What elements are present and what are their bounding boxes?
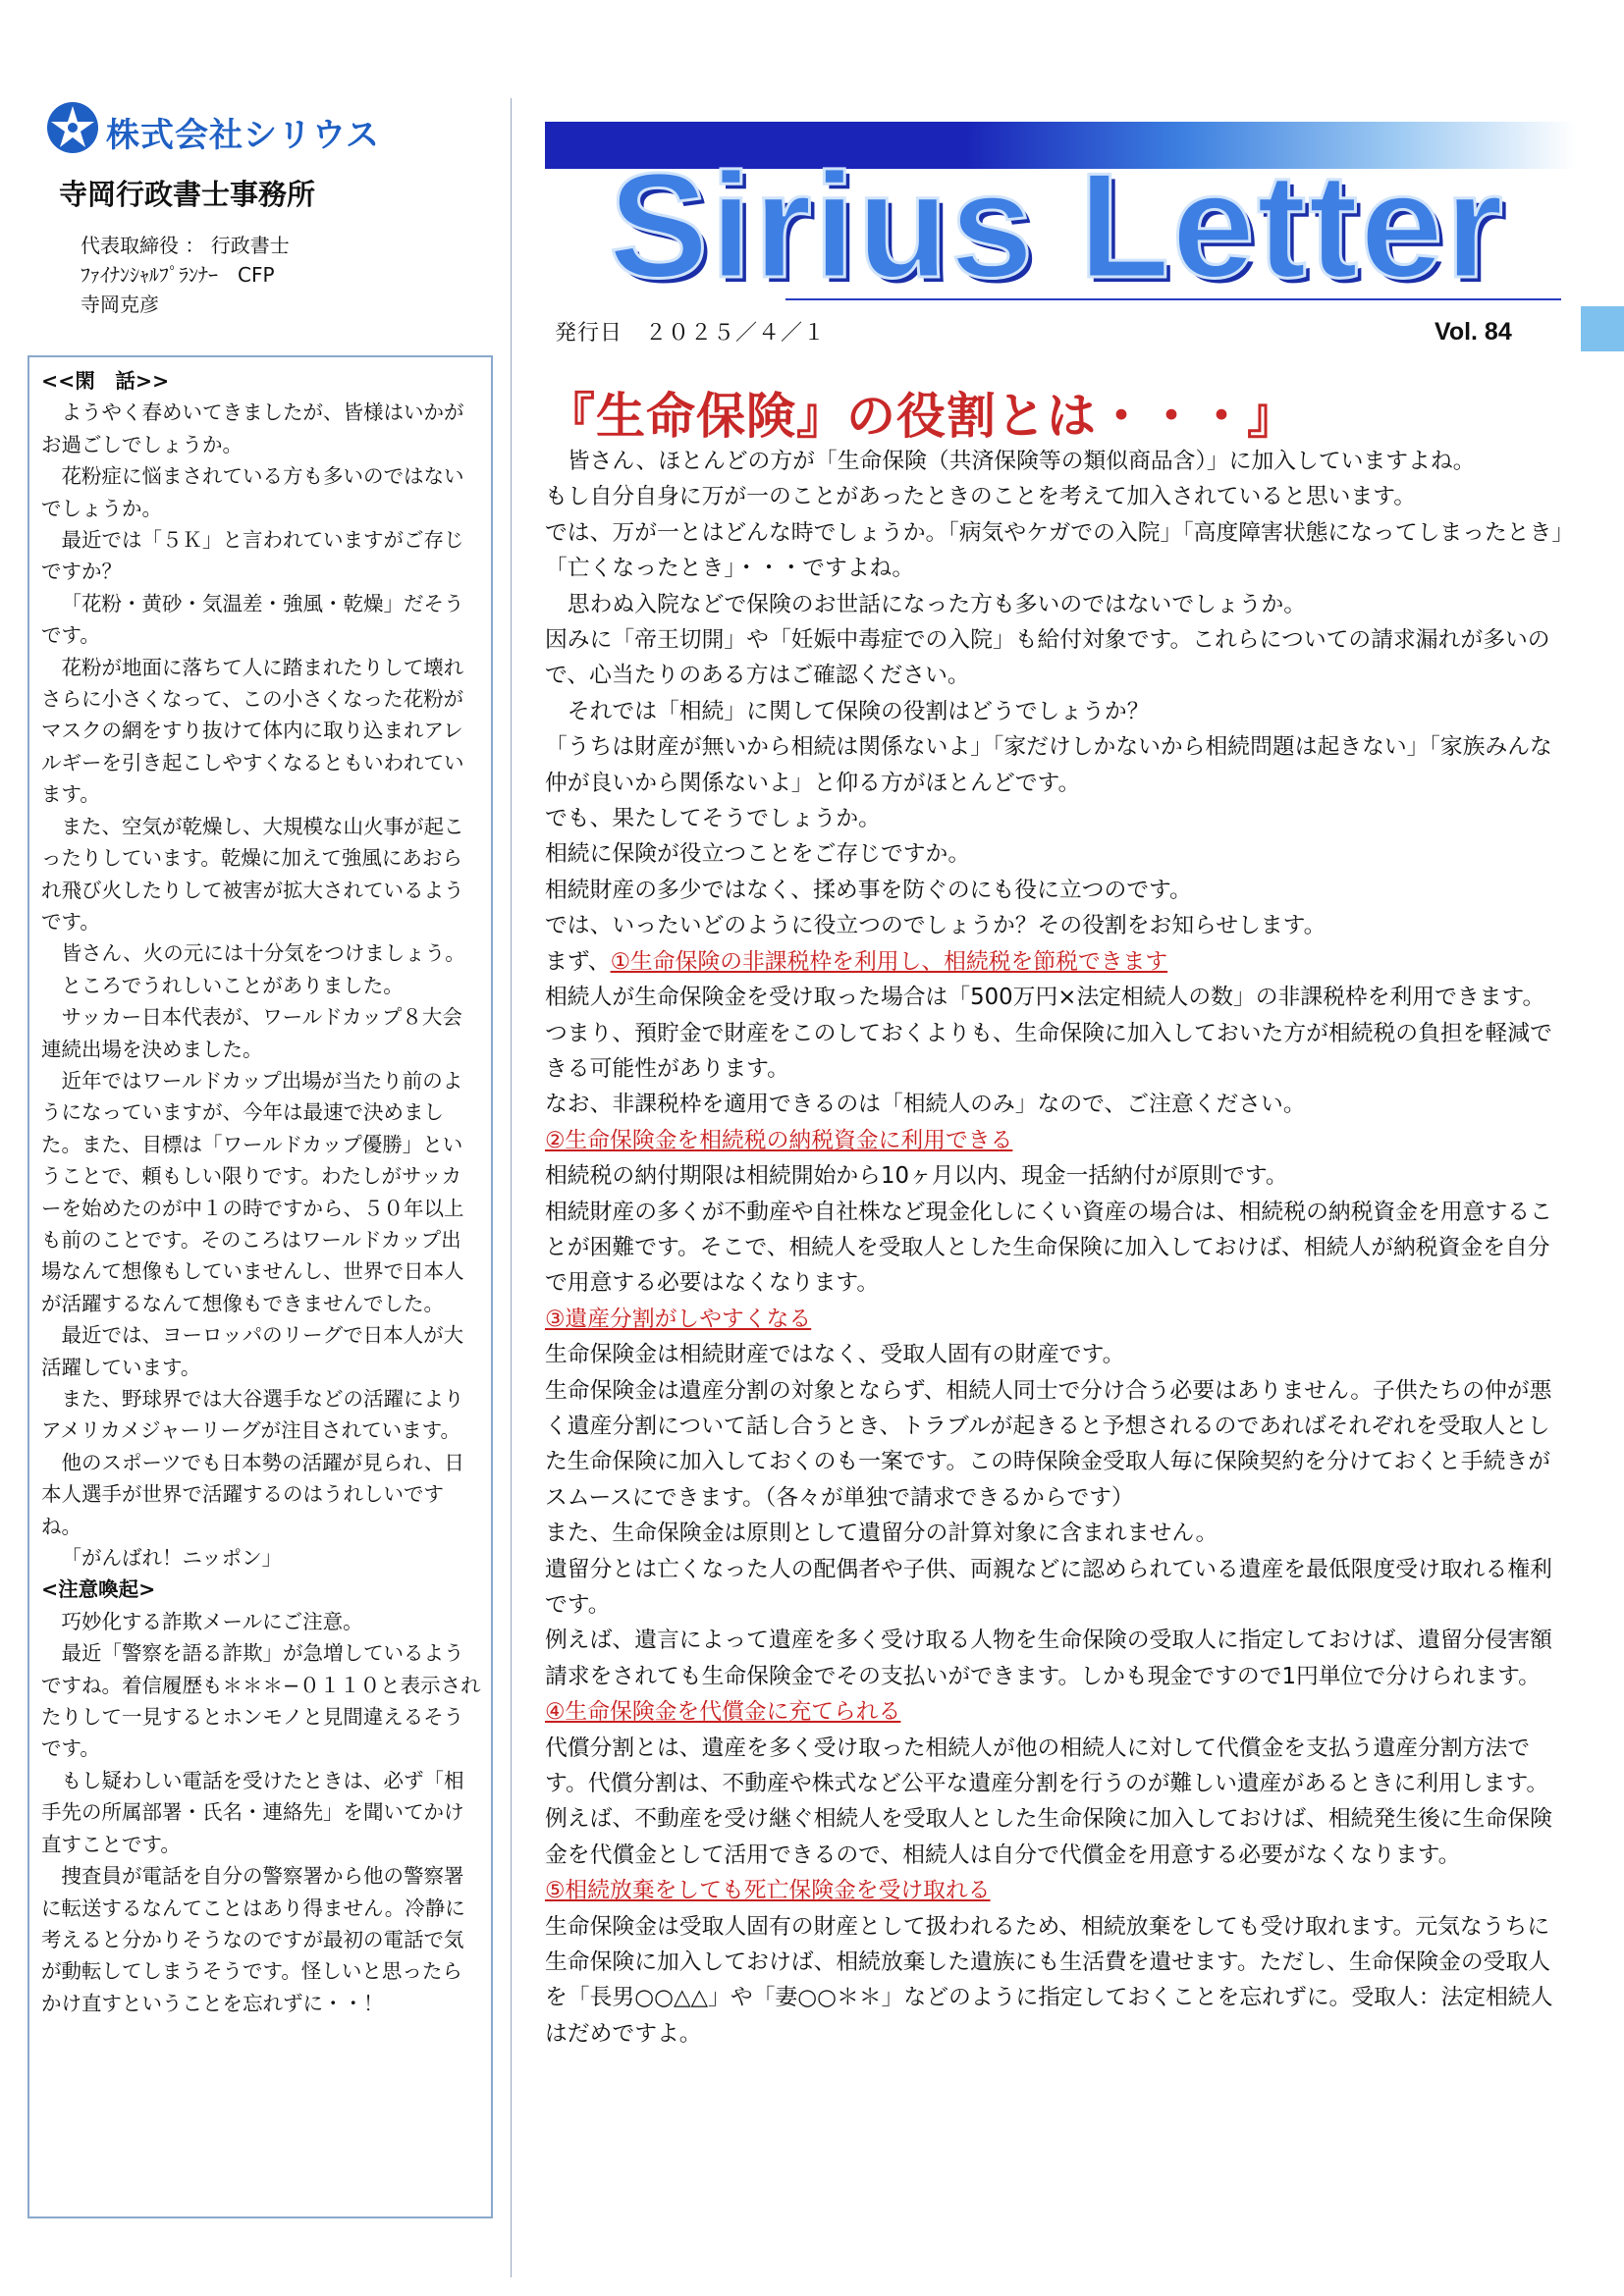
article-headline: 『生命保険』の役割とは・・・』 (546, 388, 1297, 445)
article-subheading-text: ③遺産分割がしやすくなる (545, 1306, 812, 1332)
office-name: 寺岡行政書士事務所 (59, 178, 316, 211)
banner-accent-block (1581, 306, 1624, 351)
star-icon (43, 98, 102, 157)
article-paragraph: 生命保険金は受取人固有の財産として扱われるため、相続放棄をしても受け取れます。元気なうちに生命保険に加入しておけば、相続放棄した遺族にも生活費を遺せます。ただし、生命保険金の受取人を「長男○○△△」や「妻○○＊＊」などのように指定しておくことを忘れずに。受取人：法定相続人はだめですよ。 (545, 1913, 1553, 2047)
sidebar-paragraph: ところでうれしいことがありました。 (61, 973, 404, 997)
article-paragraph: 相続に保険が役立つことをご存じですか。 (545, 841, 971, 868)
article-paragraph: 皆さん、ほとんどの方が「生命保険（共済保険等の類似商品含）」に加入していますよね。 (545, 449, 1476, 474)
company-logo (43, 98, 436, 159)
sidebar-paragraph: サッカー日本代表が、ワールドカップ８大会連続出場を決めました。 (41, 1005, 462, 1061)
article-paragraph: 思わぬ入院などで保険のお世話になった方も多いのではないでしょうか。 (545, 591, 1307, 617)
sidebar-paragraph: もし疑わしい電話を受けたときは、必ず「相手先の所属部署・氏名・連絡先」を聞いてかけ直すことです。 (41, 1768, 464, 1856)
sidebar-column (27, 355, 493, 2218)
article-paragraph: では、いったいどのように役立つのでしょうか？その役割をお知らせします。 (545, 913, 1326, 939)
article-paragraph: 代償分割とは、遺産を多く受け取った相続人が他の相続人に対して代償金を支払う遺産分割方法です。代償分割は、不動産や株式など公平な遺産分割を行うのが難しい遺産があるときに利用します。例えば、不動産を受け継ぐ相続人を受取人とした生命保険に加入しておけば、相続発生後に生命保険金を代償金として活用できるので、相続人は自分で代償金を用意する必要がなくなります。 (545, 1735, 1552, 1868)
article-paragraph: 相続財産の多くが不動産や自社株など現金化しにくい資産の場合は、相続税の納税資金を用意することが困難です。そこで、相続人を受取人とした生命保険に加入しておけば、相続人が納税資金を自分で用意する必要はなくなります。 (545, 1199, 1552, 1297)
sidebar-heading: <<閑 話>> (41, 369, 170, 393)
article-paragraph: 例えば、遺言によって遺産を多く受け取る人物を生命保険の受取人に指定しておけば、遺留分侵害額請求をされても生命保険金でその支払いができます。しかも現金ですので1円単位で分けられます。 (545, 1628, 1552, 1689)
article-paragraph: また、生命保険金は原則として遺留分の計算対象に含まれません。 (545, 1521, 1218, 1547)
sidebar-heading: <注意喚起> (41, 1577, 156, 1602)
article-paragraph: 「うちは財産が無いから相続は関係ないよ」「家だけしかないから相続問題は起きない」「家族みんな仲が良いから関係ないよ」と仰る方がほとんどです。 (545, 734, 1552, 796)
article-subheading: ①生命保険の非課税枠を利用し、相続税を節税できます (610, 948, 1168, 975)
article-paragraph: もし自分自身に万が一のことがあったときのことを考えて加入されていると思います。 (545, 484, 1417, 510)
sidebar-paragraph: 「がんばれ！ニッポン」 (61, 1546, 283, 1571)
company-name: 株式会社シリウス (106, 116, 380, 155)
article-paragraph: 生命保険金は遺産分割の対象とならず、相続人同士で分け合う必要はありません。子供たちの仲が悪く遺産分割について話し合うとき、トラブルが起きると予想されるのであればそれぞれを受取人とした生命保険に加入しておくのも一案です。この時保険金受取人毎に保険契約を分けておくと手続きがスムースにできます。（各々が単独で請求できるからです） (545, 1377, 1552, 1511)
sidebar-paragraph: また、空気が乾燥し、大規模な山火事が起こったりしています。乾燥に加えて強風にあおられ飛び火したりして被害が拡大されているようです。 (41, 814, 464, 934)
article-body (545, 444, 1566, 2052)
article-subheading-text: ②生命保険金を相続税の納税資金に利用できる (545, 1127, 1013, 1153)
article-paragraph: なお、非課税枠を適用できるのは「相続人のみ」なので、ご注意ください。 (545, 1092, 1306, 1118)
sidebar-paragraph: 花粉症に悩まされている方も多いのではないでしょうか。 (41, 464, 464, 520)
article-paragraph (545, 944, 1566, 980)
representative-name: 寺岡克彦 (81, 293, 159, 316)
article-paragraph: では、万が一とはどんな時でしょうか。「病気やケガでの入院」「高度障害状態になってしまったとき」「亡くなったとき」・・・ですよね。 (545, 519, 1563, 582)
article-subheading (545, 1123, 1566, 1158)
column-divider (511, 98, 512, 2277)
issue-date: 発行日 ２０２５／４／１ (555, 321, 827, 346)
article-paragraph: 相続税の納付期限は相続開始から10ヶ月以内、現金一括納付が原則です。 (545, 1163, 1288, 1190)
sidebar-paragraph: 捜査員が電話を自分の警察署から他の警察署に転送するなんてことはあり得ません。冷静に考えると分かりそうなのですが最初の電話で気が動転してしまうそうです。怪しいと思ったらかけ直すということを忘れずに・・！ (41, 1864, 465, 2015)
article-paragraph: 因みに「帝王切開」や「妊娠中毒症での入院」も給付対象です。これらについての請求漏れが多いので、心当たりのある方はご確認ください。 (545, 627, 1550, 689)
article-subheading-text: ④生命保険金を代償金に充てられる (545, 1699, 901, 1726)
article-subheading (545, 1873, 1566, 1908)
sidebar-paragraph: 近年ではワールドカップ出場が当たり前のようになっていますが、今年は最速で決めました。また、目標は「ワールドカップ優勝」ということで、頼もしい限りです。わたしがサッカーを始めたのが中１の時ですから、５０年以上も前のことです。そのころはワールドカップ出場なんて想像もしていませんし、世界で日本人が活躍するなんて想像もできませんでした。 (41, 1068, 464, 1315)
article-paragraph: 生命保険金は相続財産ではなく、受取人固有の財産です。 (545, 1342, 1125, 1368)
article-paragraph: それでは「相続」に関して保険の役割はどうでしょうか？ (545, 698, 1150, 724)
sidebar-paragraph: 皆さん、火の元には十分気をつけましょう。 (61, 941, 465, 966)
article-subheading (545, 1302, 1566, 1337)
article-paragraph: 相続人が生命保険金を受け取った場合は「500万円×法定相続人の数」の非課税枠を利用できます。つまり、預貯金で財産をこのしておくよりも、生命保険に加入しておいた方が相続税の負担を軽減できる可能性があります。 (545, 985, 1552, 1082)
sidebar-paragraph: 最近では、ヨーロッパのリーグで日本人が大活躍しています。 (41, 1323, 464, 1379)
sidebar-paragraph: 最近「警察を語る詐欺」が急増しているようですね。着信履歴も＊＊＊−０１１０と表示されたりして一見するとホンモノと見間違えるそうです。 (41, 1641, 481, 1761)
article-paragraph: 遺留分とは亡くなった人の配偶者や子供、両親などに認められている遺産を最低限度受け取れる権利です。 (545, 1556, 1552, 1618)
article-subheading-text: ⑤相続放棄をしても死亡保険金を受け取れる (545, 1878, 991, 1904)
representative-title: 代表取締役 ： 行政書士 (81, 234, 290, 257)
article-paragraph: 相続財産の多少ではなく、揉め事を防ぐのにも役に立つのです。 (545, 877, 1192, 903)
article-lead-text: まず、 (545, 948, 611, 975)
article-subheading (545, 1694, 1566, 1730)
sidebar-paragraph: また、野球界では大谷選手などの活躍によりアメリカメジャーリーグが注目されています。 (41, 1387, 464, 1443)
sidebar-paragraph: 他のスポーツでも日本勢の活躍が見られ、日本人選手が世界で活躍するのはうれしいですね。 (41, 1450, 464, 1538)
article-paragraph: でも、果たしてそうでしょうか。 (545, 806, 881, 832)
sidebar-paragraph: 最近では「５Ｋ」と言われていますがご存じですか？ (41, 528, 464, 584)
sidebar-paragraph: 花粉が地面に落ちて人に踏まれたりして壊れさらに小さくなって、この小さくなった花粉がマスクの網をすり抜けて体内に取り込まれアレルギーを引き起こしやすくなるともいわれています。 (41, 655, 464, 807)
sidebar-paragraph: 「花粉・黄砂・気温差・強風・乾燥」だそうです。 (41, 591, 464, 648)
planner-title: ﾌｧｲﾅﾝｼｬﾙﾌﾟﾗﾝﾅｰ CFP (81, 263, 275, 287)
volume-number: Vol. 84 (1435, 318, 1512, 346)
sidebar-paragraph: ようやく春めいてきましたが、皆様はいかがお過ごしでしょうか。 (41, 400, 464, 456)
sidebar-paragraph: 巧妙化する詐欺メールにご注意。 (61, 1609, 363, 1633)
newsletter-title: Sirius Letter (609, 142, 1505, 309)
